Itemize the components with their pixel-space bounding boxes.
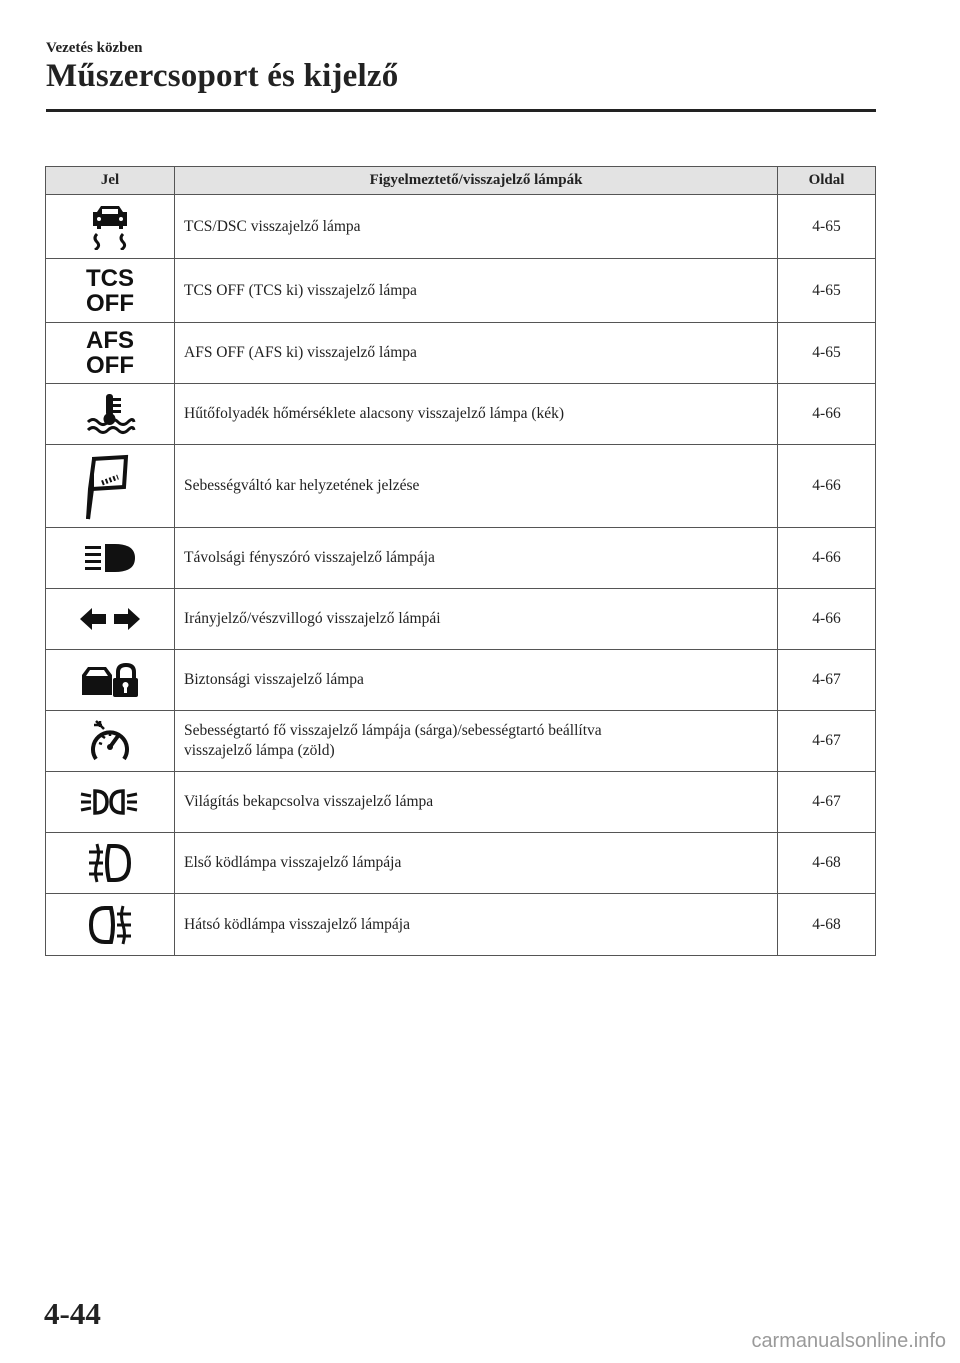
tcs-off-icon	[46, 259, 175, 323]
row-description-line: visszajelző lámpa (zöld)	[184, 742, 335, 759]
table-row	[46, 894, 876, 956]
table-row	[46, 711, 876, 772]
row-description: AFS OFF (AFS ki) visszajelző lámpa	[175, 323, 778, 384]
row-page: 4-68	[778, 833, 876, 894]
row-page: 4-65	[778, 195, 876, 259]
row-page: 4-66	[778, 589, 876, 650]
page-title: Műszercsoport és kijelző	[46, 58, 399, 94]
row-page: 4-66	[778, 445, 876, 528]
row-description: Távolsági fényszóró visszajelző lámpája	[175, 528, 778, 589]
row-description: TCS/DSC visszajelző lámpa	[175, 195, 778, 259]
row-page: 4-67	[778, 772, 876, 833]
section-label: Vezetés közben	[46, 40, 143, 56]
tcs-icon-text: TCS	[86, 264, 134, 292]
table-row	[46, 323, 876, 384]
row-page: 4-65	[778, 323, 876, 384]
table-row	[46, 195, 876, 259]
table-row	[46, 445, 876, 528]
afs-off-icon	[46, 323, 175, 384]
row-description: Hátsó ködlámpa visszajelző lámpája	[175, 894, 778, 956]
row-description: Világítás bekapcsolva visszajelző lámpa	[175, 772, 778, 833]
row-page: 4-67	[778, 711, 876, 772]
table-header-row	[46, 167, 876, 195]
off-icon-text: OFF	[86, 289, 134, 317]
coolant-temperature-icon	[46, 384, 175, 445]
watermark-text: carmanualsonline.info	[751, 1330, 946, 1352]
security-lock-icon	[46, 650, 175, 711]
table-row	[46, 384, 876, 445]
table-row	[46, 259, 876, 323]
front-fog-icon	[46, 833, 175, 894]
turn-signal-icon	[46, 589, 175, 650]
table-row	[46, 833, 876, 894]
row-page: 4-65	[778, 259, 876, 323]
indicator-table	[45, 166, 876, 956]
rear-fog-icon	[46, 894, 175, 956]
afs-icon-text: AFS	[86, 327, 134, 354]
table-row	[46, 528, 876, 589]
row-description	[175, 711, 778, 772]
cruise-control-icon	[46, 711, 175, 772]
title-rule	[46, 109, 876, 112]
page-number: 4-44	[44, 1296, 101, 1331]
row-description-line: Sebességtartó fő visszajelző lámpája (sárga)/sebességtartó beállítva	[184, 722, 602, 739]
row-page: 4-66	[778, 384, 876, 445]
row-page: 4-68	[778, 894, 876, 956]
col-header-description: Figyelmeztető/visszajelző lámpák	[175, 167, 778, 195]
table-row	[46, 772, 876, 833]
col-header-oldal: Oldal	[778, 167, 876, 195]
off-icon-text: OFF	[86, 352, 134, 379]
row-description: Sebességváltó kar helyzetének jelzése	[175, 445, 778, 528]
gear-position-icon	[46, 445, 175, 528]
table-row	[46, 650, 876, 711]
car-skid-icon	[46, 195, 175, 259]
table-row	[46, 589, 876, 650]
row-description: Biztonsági visszajelző lámpa	[175, 650, 778, 711]
row-description: Irányjelző/vészvillogó visszajelző lámpái	[175, 589, 778, 650]
row-page: 4-66	[778, 528, 876, 589]
row-page: 4-67	[778, 650, 876, 711]
row-description: Első ködlámpa visszajelző lámpája	[175, 833, 778, 894]
row-description: Hűtőfolyadék hőmérséklete alacsony visszajelző lámpa (kék)	[175, 384, 778, 445]
high-beam-icon	[46, 528, 175, 589]
col-header-jel: Jel	[46, 167, 175, 195]
lights-on-icon	[46, 772, 175, 833]
row-description: TCS OFF (TCS ki) visszajelző lámpa	[175, 259, 778, 323]
